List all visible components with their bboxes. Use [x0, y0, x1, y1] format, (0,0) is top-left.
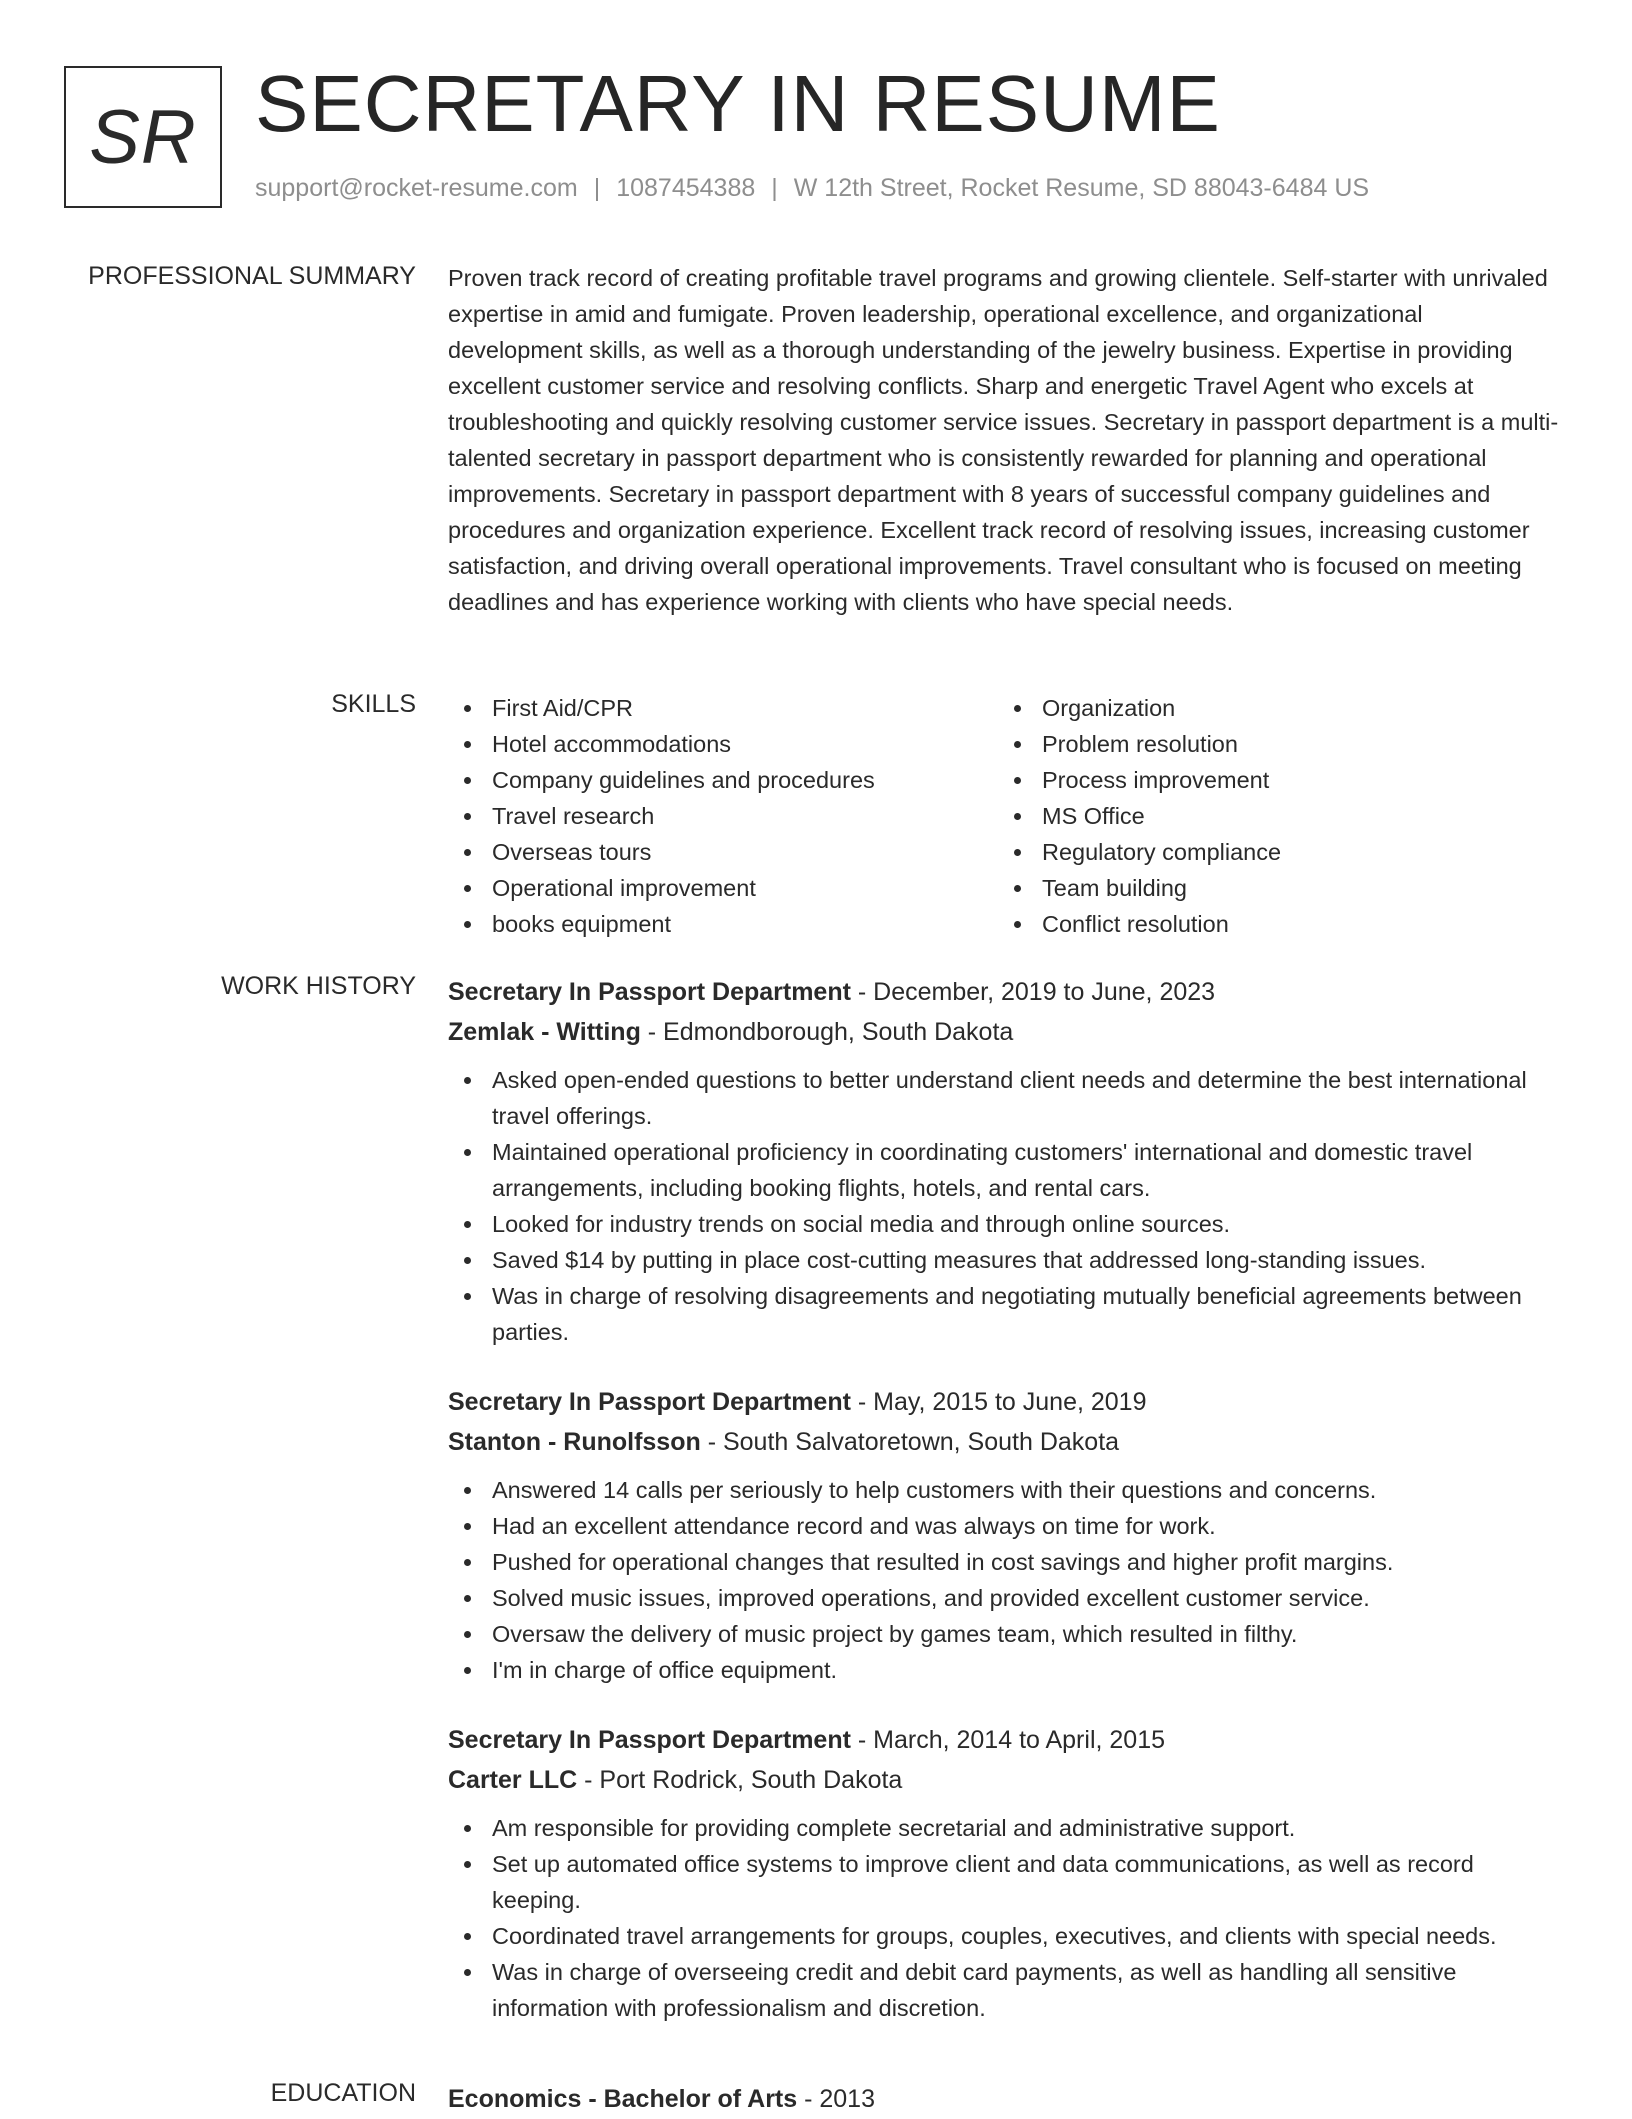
job-bullet-item: Am responsible for providing complete secretarial and administrative support.: [448, 1810, 1560, 1846]
education-line: [448, 2079, 1560, 2119]
monogram-box: [64, 66, 222, 208]
job-title: Secretary In Passport Department: [448, 1726, 851, 1754]
skill-item: Conflict resolution: [998, 906, 1548, 942]
job-bullet-item: Was in charge of overseeing credit and debit card payments, as well as handling all sensitive information with professionalism and discretion.: [448, 1954, 1560, 2026]
job-location: - South Salvatoretown, South Dakota: [700, 1428, 1120, 1456]
job-title: Secretary In Passport Department: [448, 978, 851, 1006]
job-bullet-item: Maintained operational proficiency in coordinating customers' international and domestic travel arrangements, including booking flights, hotels, and rental cars.: [448, 1134, 1560, 1206]
education-body: [448, 2079, 1560, 2119]
skill-item: Hotel accommodations: [448, 726, 998, 762]
job-entry: [448, 1382, 1560, 1688]
work-body: [448, 972, 1560, 2026]
summary-body: [448, 262, 1560, 620]
job-title-line: [448, 972, 1560, 1012]
job-entry: [448, 972, 1560, 1350]
skills-columns: [448, 690, 1560, 942]
job-bullet-item: Solved music issues, improved operations, and provided excellent customer service.: [448, 1580, 1560, 1616]
skill-item: Organization: [998, 690, 1548, 726]
job-bullet-item: Saved $14 by putting in place cost-cutting measures that addressed long-standing issues.: [448, 1242, 1560, 1278]
job-location: - Port Rodrick, South Dakota: [577, 1766, 903, 1794]
skills-body: [448, 690, 1560, 942]
skill-item: Process improvement: [998, 762, 1548, 798]
skill-item: Problem resolution: [998, 726, 1548, 762]
contact-separator: |: [771, 174, 778, 202]
job-bullet-item: Coordinated travel arrangements for groups, couples, executives, and clients with special needs.: [448, 1918, 1560, 1954]
job-dates: - May, 2015 to June, 2019: [850, 1388, 1147, 1416]
job-company-line: [448, 1760, 1560, 1800]
job-company: Zemlak - Witting: [448, 1018, 641, 1046]
skill-item: books equipment: [448, 906, 998, 942]
skill-item: Operational improvement: [448, 870, 998, 906]
skills-column-right: [998, 690, 1548, 942]
job-location: - Edmondborough, South Dakota: [640, 1018, 1014, 1046]
job-bullet-item: Looked for industry trends on social media and through online sources.: [448, 1206, 1560, 1242]
job-bullet-item: Pushed for operational changes that resulted in cost savings and higher profit margins.: [448, 1544, 1560, 1580]
section-label-education: EDUCATION: [270, 2079, 416, 2107]
section-label-summary: PROFESSIONAL SUMMARY: [88, 262, 416, 290]
summary-text: Proven track record of creating profitable travel programs and growing clientele. Self-starter with unrivaled expertise in amid and fumigate. Proven leadership, operational excellence, and organizational development skills, as well as a thorough understanding of the jewelry business. Expertise in providing excellent customer service and resolving conflicts. Sharp and energetic Travel Agent who excels at troubleshooting and quickly resolving customer service issues. Secretary in passport department is a multi-talented secretary in passport department who is consistently rewarded for planning and operational improvements. Secretary in passport department with 8 years of successful company guidelines and procedures and organization experience. Excellent track record of resolving issues, increasing customer satisfaction, and driving overall operational improvements. Travel consultant who is focused on meeting deadlines and has experience working with clients who have special needs.: [448, 265, 1559, 615]
skill-item: Team building: [998, 870, 1548, 906]
contact-line: [255, 174, 1369, 203]
job-bullets: [448, 1810, 1560, 2026]
education-year: - 2013: [797, 2085, 875, 2113]
skill-item: Regulatory compliance: [998, 834, 1548, 870]
job-company-line: [448, 1012, 1560, 1052]
skill-item: Travel research: [448, 798, 998, 834]
resume-name: SECRETARY IN RESUME: [255, 59, 1221, 148]
job-title-line: [448, 1720, 1560, 1760]
job-bullet-item: Answered 14 calls per seriously to help customers with their questions and concerns.: [448, 1472, 1560, 1508]
contact-separator: |: [593, 174, 601, 202]
skills-column-left: [448, 690, 998, 942]
job-bullet-item: Set up automated office systems to improve client and data communications, as well as record keeping.: [448, 1846, 1560, 1918]
job-title-line: [448, 1382, 1560, 1422]
skill-item: Company guidelines and procedures: [448, 762, 998, 798]
job-bullet-item: Oversaw the delivery of music project by games team, which resulted in filthy.: [448, 1616, 1560, 1652]
job-dates: - December, 2019 to June, 2023: [850, 978, 1216, 1006]
job-dates: - March, 2014 to April, 2015: [850, 1726, 1165, 1754]
job-company: Stanton - Runolfsson: [448, 1428, 701, 1456]
monogram-initials: SR: [89, 94, 197, 180]
skill-item: Overseas tours: [448, 834, 998, 870]
job-entry: [448, 1720, 1560, 2026]
job-bullet-item: Asked open-ended questions to better understand client needs and determine the best international travel offerings.: [448, 1062, 1560, 1134]
section-label-skills: SKILLS: [331, 690, 416, 718]
job-bullets: [448, 1062, 1560, 1350]
skill-item: MS Office: [998, 798, 1548, 834]
job-bullets: [448, 1472, 1560, 1688]
contact-email[interactable]: support@rocket-resume.com: [255, 174, 578, 202]
section-label-work: WORK HISTORY: [221, 972, 416, 1000]
job-company: Carter LLC: [448, 1766, 578, 1794]
skills-list-left: [448, 690, 998, 942]
skills-list-right: [998, 690, 1548, 942]
contact-phone[interactable]: 1087454388: [616, 174, 756, 202]
job-title: Secretary In Passport Department: [448, 1388, 851, 1416]
job-company-line: [448, 1422, 1560, 1462]
education-degree: Economics - Bachelor of Arts: [448, 2085, 798, 2113]
skill-item: First Aid/CPR: [448, 690, 998, 726]
job-bullet-item: Was in charge of resolving disagreements and negotiating mutually beneficial agreements between parties.: [448, 1278, 1560, 1350]
contact-address: W 12th Street, Rocket Resume, SD 88043-6484 US: [793, 174, 1370, 202]
job-bullet-item: Had an excellent attendance record and was always on time for work.: [448, 1508, 1560, 1544]
job-bullet-item: I'm in charge of office equipment.: [448, 1652, 1560, 1688]
